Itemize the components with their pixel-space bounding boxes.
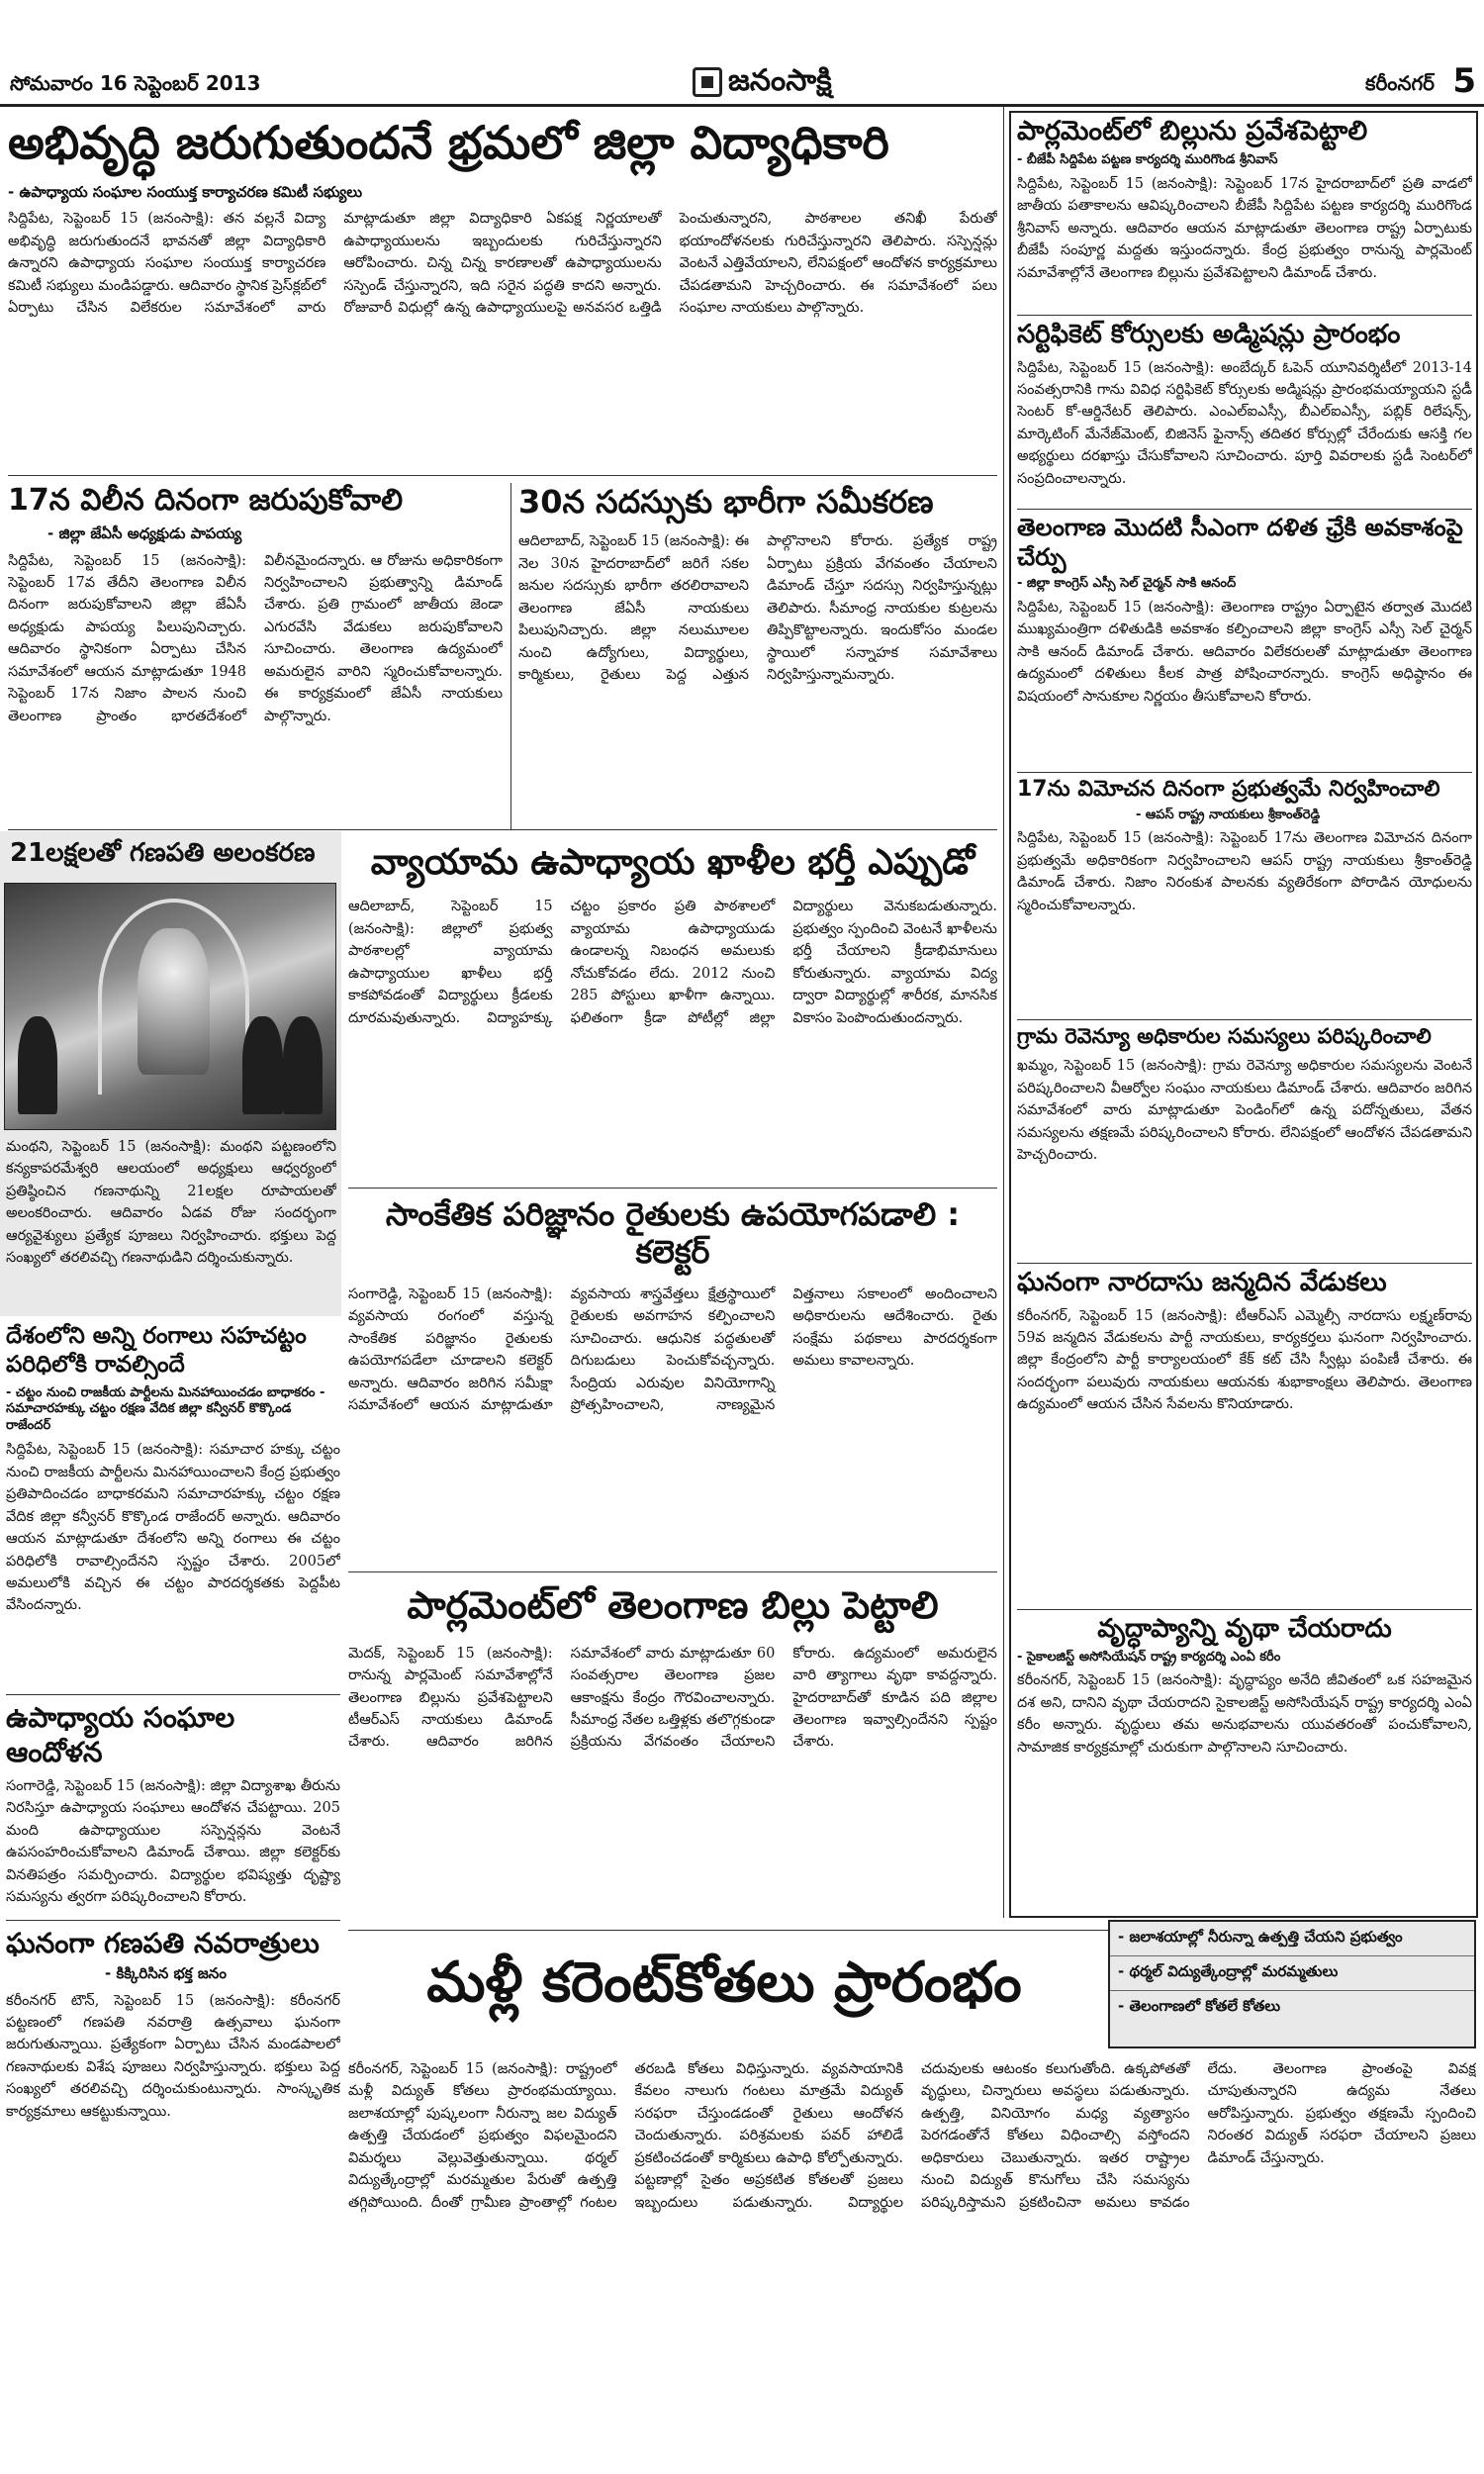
revenue-officers-story [1017, 1023, 1472, 1257]
narada-headline: ఘనంగా నారదాసు జన్మదిన వేడుకలు [1017, 1268, 1387, 1297]
rti-subhead: - చట్టం నుంచి రాజకీయ పార్టీలను మినహాయించడం బాధాకరం - సమాచారహక్కు చట్టం రక్షణ వేదిక జిల్లా కన్వీనర్ కొక్కొండ రాజేందర్ [6, 1384, 325, 1434]
devotee-figure [283, 1016, 323, 1114]
tech-farmers-headline: సాంకేతిక పరిజ్ఞానం రైతులకు ఉపయోగపడాలి : కలెక్టర్ [385, 1195, 961, 1272]
power-cuts-highlights [1108, 1920, 1476, 2048]
masthead [0, 61, 1484, 107]
rti-headline: దేశంలోని అన్ని రంగాలు సహచట్టం పరిధిలోకి రావల్సిందే [6, 1323, 307, 1378]
page-number: 5 [1452, 61, 1476, 101]
revenue-officers-body: ఖమ్మం, సెప్టెంబర్ 15 (జనంసాక్షి): గ్రామ రెవెన్యూ అధికారుల సమస్యలను వెంటనే పరిష్కరించాలని వీఆర్వోల సంఘం నాయకులు డిమాండ్ చేశారు. ఆదివారం జరిగిన సమావేశంలో వారు మాట్లాడుతూ పెండింగ్‌లో ఉన్న పదోన్నతులు, వేతన సమస్యలను తక్షణమే పరిష్కరించాలని కోరారు. లేనిపక్షంలో ఆందోళన చేపడతామని హెచ్చరించారు. [1017, 1058, 1472, 1164]
power-cuts-headline: మళ్లీ కరెంట్‌కోతలు ప్రారంభం [426, 1951, 1022, 2015]
highlight-item: - తెలంగాణలో కోతలే కోతలు [1110, 1991, 1474, 2025]
divider [6, 1920, 340, 1921]
pe-teachers-headline: వ్యాయామ ఉపాధ్యాయ ఖాళీల భర్తీ ఎప్పుడో [370, 842, 975, 883]
parliament-bill-body: సిద్దిపేట, సెప్టెంబర్ 15 (జనంసాక్షి): సెప్టెంబర్ 17న హైదరాబాద్‌లో ప్రతి వాడలో జాతీయ పతాకాలను ఆవిష్కరించాలని బీజేపీ సిద్దిపేట పట్టణ కార్యదర్శి మురిగొండ శ్రీనివాస్ అన్నారు. ఆదివారం ఆయన మాట్లాడుతూ తెలంగాణ రాష్ట్ర ఏర్పాటుకు బీజేపీ సంపూర్ణ మద్దతు ఇస్తుందన్నారు. కేంద్ర ప్రభుత్వం రానున్న పార్లమెంట్ సమావేశాల్లోనే తెలంగాణ బిల్లును ప్రవేశపెట్టాలని డిమాండ్ చేశారు. [1017, 175, 1472, 281]
tech-farmers-body: సంగారెడ్డి, సెప్టెంబర్ 15 (జనంసాక్షి): వ్యవసాయ రంగంలో వస్తున్న సాంకేతిక పరిజ్ఞానం రైతులకు ఉపయోగపడేలా చూడాలని కలెక్టర్ అన్నారు. ఆదివారం జరిగిన సమీక్షా సమావేశంలో ఆయన మాట్లాడుతూ వ్యవసాయ శాస్త్రవేత్తలు క్షేత్రస్థాయిలో రైతులకు అవగాహన కల్పించాలని సూచించారు. ఆధునిక పద్ధతులతో దిగుబడులు పెంచుకోవచ్చన్నారు. సేంద్రియ ఎరువుల వినియోగాన్ని ప్రోత్సహించాలని, నాణ్యమైన విత్తనాలు సకాలంలో అందించాలని అధికారులను ఆదేశించారు. రైతు సంక్షేమ పథకాలు పారదర్శకంగా అమలు కావాలన్నారు. [348, 1285, 997, 1414]
divider [1017, 509, 1472, 510]
edition-city: కరీంనగర్ [1365, 71, 1435, 95]
parliament-bill-subhead: - బీజేపీ సిద్దిపేట పట్టణ కార్యదర్శి మురిగొండ శ్రీనివాస్ [1017, 151, 1278, 167]
story-17-subhead: - జిల్లా జేఏసీ అధ్యక్షుడు పాపయ్య [47, 524, 242, 542]
dalit-cm-subhead: - జిల్లా కాంగ్రెస్ ఎస్సీ సెల్ చైర్మన్ సాకి ఆనంద్ [1017, 576, 1237, 591]
devotee-figure [242, 1016, 282, 1114]
lead-body: సిద్దిపేట, సెప్టెంబర్ 15 (జనంసాక్షి): తన వల్లనే విద్యా అభివృద్ధి జరుగుతుందనే భావనతో జిల్లా విద్యాధికారి ఉన్నారని ఉపాధ్యాయ సంఘాల సంయుక్త కార్యాచరణ కమిటీ సభ్యులు మండిపడ్డారు. ఆదివారం స్థానిక ప్రెస్‌క్లబ్‌లో ఏర్పాటు చేసిన విలేకరుల సమావేశంలో వారు మాట్లాడుతూ జిల్లా విద్యాధికారి ఏకపక్ష నిర్ణయాలతో ఉపాధ్యాయులను ఇబ్బందులకు గురిచేస్తున్నారని ఆరోపించారు. చిన్న చిన్న కారణాలతో ఉపాధ్యాయులను సస్పెండ్ చేస్తున్నారని, ఇది సరైన పద్ధతి కాదని అన్నారు. రోజువారీ విధుల్లో ఉన్న ఉపాధ్యాయులపై అనవసర ఒత్తిడి పెంచుతున్నారని, పాఠశాలల తనిఖీ పేరుతో భయాందోళనలకు గురిచేస్తున్నారని తెలిపారు. సస్పెన్షన్లు వెంటనే ఎత్తివేయాలని, లేనిపక్షంలో ఆందోళన కార్యక్రమాలు చేపడతామని హెచ్చరించారు. ఈ సమావేశంలో పలు సంఘాల నాయకులు పాల్గొన్నారు. [8, 211, 997, 317]
certificate-headline: సర్టిఫికెట్ కోర్సులకు అడ్మిషన్లు ప్రారంభం [1017, 320, 1401, 349]
navaratri-story [6, 1926, 340, 2460]
highlight-item: - థర్మల్ విద్యుత్కేంద్రాల్లో మరమ్మతులు [1110, 1956, 1474, 1991]
divider [8, 475, 997, 476]
liberation-day-story [1017, 776, 1472, 1013]
issue-date: సోమవారం 16 సెప్టెంబర్ 2013 [10, 71, 261, 95]
divider [1017, 772, 1472, 773]
divider [1017, 1263, 1472, 1264]
story-30-body: ఆదిలాబాద్, సెప్టెంబర్ 15 (జనంసాక్షి): ఈ నెల 30న హైదరాబాద్‌లో జరిగే సకల జనుల సదస్సుకు భారీగా తరలిరావాలని తెలంగాణ జేఏసీ నాయకులు పిలుపునిచ్చారు. జిల్లా నలుమూలల నుంచి ఉద్యోగులు, విద్యార్థులు, కార్మికులు, రైతులు పెద్ద ఎత్తున పాల్గొనాలని కోరారు. ప్రత్యేక రాష్ట్ర ఏర్పాటు ప్రక్రియ వేగవంతం చేయాలని డిమాండ్ చేస్తూ సదస్సు నిర్వహిస్తున్నట్లు తెలిపారు. సీమాంధ్ర నాయకుల కుట్రలను తిప్పికొట్టాలన్నారు. ఇందుకోసం మండల స్థాయిలో సన్నాహక సమావేశాలు నిర్వహిస్తున్నామన్నారు. [518, 533, 997, 684]
rti-story [6, 1322, 340, 1688]
liberation-day-body: సిద్దిపేట, సెప్టెంబర్ 15 (జనంసాక్షి): సెప్టెంబర్ 17ను తెలంగాణ విమోచన దినంగా ప్రభుత్వమే అధికారికంగా నిర్వహించాలని ఆపస్ రాష్ట్ర నాయకులు శ్రీకాంత్‌రెడ్డి డిమాండ్ చేశారు. నిజాం నిరంకుశ పాలనకు వ్యతిరేకంగా పోరాడిన యోధులను స్మరించుకోవాలన్నారు. [1017, 830, 1472, 913]
pe-teachers-body: ఆదిలాబాద్, సెప్టెంబర్ 15 (జనంసాక్షి): జిల్లాలో ప్రభుత్వ పాఠశాలల్లో వ్యాయామ ఉపాధ్యాయుల ఖాళీలు భర్తీ కాకపోవడంతో విద్యార్థులు క్రీడలకు దూరమవుతున్నారు. విద్యాహక్కు చట్టం ప్రకారం ప్రతి పాఠశాలలో వ్యాయామ ఉపాధ్యాయుడు ఉండాలన్న నిబంధన అమలుకు నోచుకోవడం లేదు. 2012 నుంచి 285 పోస్టులు ఖాళీగా ఉన్నాయి. ఫలితంగా క్రీడా పోటీల్లో జిల్లా విద్యార్థులు వెనుకబడుతున్నారు. ప్రభుత్వం స్పందించి వెంటనే ఖాళీలను భర్తీ చేయాలని క్రీడాభిమానులు కోరుతున్నారు. వ్యాయామ విద్య ద్వారా విద్యార్థుల్లో శారీరక, మానసిక వికాసం పెంపొందుతుందన్నారు. [348, 899, 997, 1026]
liberation-day-headline: 17ను విమోచన దినంగా ప్రభుత్వమే నిర్వహించాలి [1017, 777, 1440, 802]
revenue-officers-headline: గ్రామ రెవెన్యూ అధికారుల సమస్యలు పరిష్కరించాలి [1017, 1024, 1432, 1048]
divider [1017, 1019, 1472, 1020]
navaratri-subhead: - కిక్కిరిసిన భక్త జనం [105, 1964, 227, 1982]
parliament-bill-headline: పార్లమెంట్‌లో బిల్లును ప్రవేశపెట్టాలి [1017, 116, 1368, 146]
ganapati-headline: 21లక్షలతో గణపతి అలంకరణ [10, 838, 316, 868]
elders-story [1017, 1613, 1472, 1910]
divider [1003, 107, 1004, 1918]
story-17-body: సిద్దిపేట, సెప్టెంబర్ 15 (జనంసాక్షి): సెప్టెంబర్ 17వ తేదీని తెలంగాణ విలీన దినంగా జరుపుకోవాలని జిల్లా జేఏసీ అధ్యక్షుడు పాపయ్య పిలుపునిచ్చారు. ఆదివారం స్థానికంగా ఏర్పాటు చేసిన సమావేశంలో ఆయన మాట్లాడుతూ 1948 సెప్టెంబర్ 17న నిజాం పాలన నుంచి తెలంగాణ ప్రాంతం భారతదేశంలో విలీనమైందన్నారు. ఆ రోజును అధికారికంగా నిర్వహించాలని ప్రభుత్వాన్ని డిమాండ్ చేశారు. ప్రతి గ్రామంలో జాతీయ జెండా ఎగురవేసి వేడుకలు జరుపుకోవాలని సూచించారు. తెలంగాణ ఉద్యమంలో అమరులైన వారిని స్మరించుకోవాలన్నారు. ఈ కార్యక్రమంలో జేఏసీ నాయకులు పాల్గొన్నారు. [8, 552, 503, 724]
story-17 [8, 483, 503, 829]
pe-teachers-story [348, 837, 997, 1184]
highlight-item: - జలాశయాల్లో నీరున్నా ఉత్పత్తి చేయని ప్రభుత్వం [1110, 1922, 1474, 1956]
lead-story [8, 117, 997, 483]
navaratri-body: కరీంనగర్ టౌన్, సెప్టెంబర్ 15 (జనంసాక్షి): కరీంనగర్ పట్టణంలో గణపతి నవరాత్రి ఉత్సవాలు ఘనంగా జరుగుతున్నాయి. ప్రత్యేకంగా ఏర్పాటు చేసిన మండపాలలో గణనాథులకు విశేష పూజలు నిర్వహిస్తున్నారు. భక్తులు పెద్ద సంఖ్యలో తరలివచ్చి దర్శించుకుంటున్నారు. సాంస్కృతిక కార్యక్రమాలు ఆకట్టుకున్నాయి. [6, 1992, 340, 2120]
rti-body: సిద్దిపేట, సెప్టెంబర్ 15 (జనంసాక్షి): సమాచార హక్కు చట్టం నుంచి రాజకీయ పార్టీలను మినహాయించాలని కేంద్ర ప్రభుత్వం ప్రతిపాదించడం బాధాకరమని సమాచారహక్కు చట్టం రక్షణ వేదిక జిల్లా కన్వీనర్ కొక్కొండ రాజేందర్ అన్నారు. ఆదివారం ఆయన మాట్లాడుతూ దేశంలోని అన్ని రంగాలు ఈ చట్టం పరిధిలోకి రావాల్సిందేనని స్పష్టం చేశారు. 2005లో అమలులోకి వచ్చిన ఈ చట్టం పారదర్శకతకు పెద్దపీట వేసిందన్నారు. [6, 1442, 340, 1614]
dalit-cm-story [1017, 513, 1472, 760]
story-30-headline: 30న సదస్సుకు భారీగా సమీకరణ [518, 483, 934, 521]
ganapati-caption: మంథని, సెప్టెంబర్ 15 (జనంసాక్షి): మంథని పట్టణంలోని కన్యకాపరమేశ్వరి ఆలయంలో అధ్యక్షులు ఆధ్వర్యంలో ప్రతిష్ఠించిన గణనాథున్ని 21లక్షల రూపాయలతో అలంకరించారు. ఆదివారం ఏడవ రోజు సందర్భంగా ఆర్యవైశ్యులు ప్రత్యేక పూజలు నిర్వహించారు. భక్తులు పెద్ద సంఖ్యలో తరలివచ్చి గణనాథుడిని దర్శించుకున్నారు. [6, 1139, 336, 1267]
divider [6, 1694, 340, 1695]
divider [8, 829, 997, 830]
story-30 [518, 483, 997, 829]
dalit-cm-headline: తెలంగాణ మొదటి సీఎంగా దళిత ఛ్రేకి అవకాశంపై చేర్పు [1017, 514, 1463, 571]
tech-farmers-story [348, 1191, 997, 1568]
divider [1017, 315, 1472, 316]
telangana-bill-story [348, 1577, 997, 1924]
elders-subhead: - సైకాలజిస్ట్ అసోసియేషన్ రాష్ట్ర కార్యదర్శి ఎంఏ కరీం [1017, 1649, 1281, 1665]
navaratri-headline: ఘనంగా గణపతి నవరాత్రులు [6, 1927, 320, 1959]
liberation-day-subhead: - ఆపస్ రాష్ట్ర నాయకులు శ్రీకాంత్‌రెడ్డి [1136, 807, 1321, 822]
power-cuts-body: కరీంనగర్, సెప్టెంబర్ 15 (జనంసాక్షి): రాష్ట్రంలో మళ్లీ విద్యుత్ కోతలు ప్రారంభమయ్యాయి. జలాశయాల్లో పుష్కలంగా నీరున్నా జల విద్యుత్ ఉత్పత్తి చేయడంలో ప్రభుత్వం విఫలమైందని విమర్శలు వెల్లువెత్తుతున్నాయి. థర్మల్ విద్యుత్కేంద్రాల్లో మరమ్మతుల పేరుతో ఉత్పత్తి తగ్గిపోయింది. దీంతో గ్రామీణ ప్రాంతాల్లో గంటల తరబడి కోతలు విధిస్తున్నారు. వ్యవసాయానికి కేవలం నాలుగు గంటలు మాత్రమే విద్యుత్ సరఫరా చేస్తుండడంతో రైతులు ఆందోళన చెందుతున్నారు. పరిశ్రమలకు పవర్ హాలిడే ప్రకటించడంతో కార్మికులు ఉపాధి కోల్పోతున్నారు. పట్టణాల్లో సైతం అప్రకటిత కోతలతో ప్రజలు ఇబ్బందులు పడుతున్నారు. విద్యార్థుల చదువులకు ఆటంకం కలుగుతోంది. ఉక్కపోతతో వృద్ధులు, చిన్నారులు అవస్థలు పడుతున్నారు. ఉత్పత్తి, వినియోగం మధ్య వ్యత్యాసం పెరగడంతోనే కోతలు విధించాల్సి వస్తోందని అధికారులు చెబుతున్నారు. ఇతర రాష్ట్రాల నుంచి విద్యుత్ కొనుగోలు చేసి సమస్యను పరిష్కరిస్తామని ప్రకటించినా అమలు కావడం లేదు. తెలంగాణ ప్రాంతంపై వివక్ష చూపుతున్నారని ఉద్యమ నేతలు ఆరోపిస్తున్నారు. ప్రభుత్వం తక్షణమే స్పందించి నిరంతర విద్యుత్ సరఫరా చేయాలని ప్రజలు డిమాండ్ చేస్తున్నారు. [348, 2061, 1476, 2211]
certificate-story [1017, 319, 1472, 507]
parliament-bill-story [1017, 115, 1472, 313]
divider [348, 1188, 997, 1189]
teachers-headline: ఉపాధ్యాయ సంఘాల ఆందోళన [6, 1701, 235, 1768]
divider [1017, 1609, 1472, 1610]
ganapati-photo [4, 883, 336, 1130]
paper-name: జనంసాక్షి [728, 63, 832, 98]
logo-mark-icon [693, 67, 722, 97]
dalit-cm-body: సిద్దిపేట, సెప్టెంబర్ 15 (జనంసాక్షి): తెలంగాణ రాష్ట్రం ఏర్పాటైన తర్వాత మొదటి ముఖ్యమంత్రిగా దళితుడికి అవకాశం కల్పించాలని జిల్లా కాంగ్రెస్ ఎస్సీ సెల్ చైర్మన్ సాకి ఆనంద్ డిమాండ్ చేశారు. ఆదివారం విలేకరులతో మాట్లాడుతూ తెలంగాణ ఉద్యమంలో దళితులు కీలక పాత్ర పోషించారన్నారు. కాంగ్రెస్ అధిష్ఠానం ఈ విషయంలో సానుకూల నిర్ణయం తీసుకోవాలని కోరారు. [1017, 599, 1472, 705]
devotee-figure [18, 1016, 57, 1114]
elders-body: కరీంనగర్, సెప్టెంబర్ 15 (జనంసాక్షి): వృద్ధాప్యం అనేది జీవితంలో ఒక సహజమైన దశ అని, దానిని వృథా చేయరాదని సైకాలజిస్ట్ అసోసియేషన్ రాష్ట్ర కార్యదర్శి ఎంఏ కరీం అన్నారు. వృద్ధులు తమ అనుభవాలను యువతరంతో పంచుకోవాలని, సామాజిక కార్యక్రమాల్లో చురుకుగా పాల్గొనాలని సూచించారు. [1017, 1672, 1472, 1756]
paper-logo [693, 63, 832, 105]
elders-headline: వృద్ధాప్యాన్ని వృథా చేయరాదు [1097, 1614, 1392, 1644]
lead-headline: అభివృద్ధి జరుగుతుందనే భ్రమలో జిల్లా విద్యాధికారి [8, 117, 889, 169]
lead-subhead: - ఉపాధ్యాయ సంఘాల సంయుక్త కార్యాచరణ కమిటీ సభ్యులు [8, 182, 363, 201]
divider [348, 1571, 997, 1572]
narada-story [1017, 1267, 1472, 1603]
story-17-headline: 17న విలీన దినంగా జరుపుకోవాలి [8, 483, 404, 518]
ganesha-idol [138, 928, 210, 1076]
telangana-bill-headline: పార్లమెంట్‌లో తెలంగాణ బిల్లు పెట్టాలి [407, 1583, 939, 1627]
narada-body: కరీంనగర్, సెప్టెంబర్ 15 (జనంసాక్షి): టీఆర్ఎస్ ఎమ్మెల్సీ నారదాసు లక్ష్మణ్‌రావు 59వ జన్మదిన వేడుకలను పార్టీ నాయకులు, కార్యకర్తలు ఘనంగా నిర్వహించారు. జిల్లా కేంద్రంలోని పార్టీ కార్యాలయంలో కేక్ కట్ చేసి స్వీట్లు పంపిణీ చేశారు. ఈ సందర్భంగా పలువురు నాయకులు ఆయనకు శుభాకాంక్షలు తెలిపారు. తెలంగాణ ఉద్యమంలో ఆయన చేసిన సేవలను కొనియాడారు. [1017, 1307, 1472, 1413]
teachers-body: సంగారెడ్డి, సెప్టెంబర్ 15 (జనంసాక్షి): జిల్లా విద్యాశాఖ తీరును నిరసిస్తూ ఉపాధ్యాయ సంఘాలు ఆందోళన చేపట్టాయి. 205 మంది ఉపాధ్యాయుల సస్పెన్షన్లను వెంటనే ఉపసంహరించుకోవాలని డిమాండ్ చేశాయి. జిల్లా కలెక్టర్‌కు వినతిపత్రం సమర్పించారు. విద్యార్థుల భవిష్యత్తు దృష్ట్యా సమస్యను త్వరగా పరిష్కరించాలని కోరారు. [6, 1778, 340, 1906]
teachers-story [6, 1700, 340, 1916]
telangana-bill-body: మెదక్, సెప్టెంబర్ 15 (జనంసాక్షి): రానున్న పార్లమెంట్ సమావేశాల్లోనే తెలంగాణ బిల్లును ప్రవేశపెట్టాలని టీఆర్ఎస్ నాయకులు డిమాండ్ చేశారు. ఆదివారం జరిగిన సమావేశంలో వారు మాట్లాడుతూ 60 సంవత్సరాల తెలంగాణ ప్రజల ఆకాంక్షను కేంద్రం గౌరవించాలన్నారు. సీమాంధ్ర నేతల ఒత్తిళ్లకు తలొగ్గకుండా ప్రక్రియను వేగవంతం చేయాలని కోరారు. ఉద్యమంలో అమరులైన వారి త్యాగాలు వృథా కావద్దన్నారు. హైదరాబాద్‌తో కూడిన పది జిల్లాల తెలంగాణ ఇవ్వాల్సిందేనని స్పష్టం చేశారు. [348, 1645, 997, 1751]
certificate-body: సిద్దిపేట, సెప్టెంబర్ 15 (జనంసాక్షి): అంబేద్కర్ ఓపెన్ యూనివర్శిటీలో 2013-14 సంవత్సరానికి గాను వివిధ సర్టిఫికెట్ కోర్సులకు అడ్మిషన్లు ప్రారంభమయ్యాయని స్టడీ సెంటర్ కో-ఆర్డినేటర్ తెలిపారు. ఎంఎల్ఐఎస్సీ, బీఎల్ఐఎస్సీ, పబ్లిక్ రిలేషన్స్, మార్కెటింగ్ మేనేజ్‌మెంట్, బిజినెస్ ఫైనాన్స్ తదితర కోర్సుల్లో చేరేందుకు ఆసక్తి గల అభ్యర్థులు దరఖాస్తు చేసుకోవాలని సూచించారు. పూర్తి వివరాలకు స్టడీ సెంటర్‌లో సంప్రదించాలన్నారు. [1017, 359, 1472, 487]
divider [510, 483, 511, 829]
